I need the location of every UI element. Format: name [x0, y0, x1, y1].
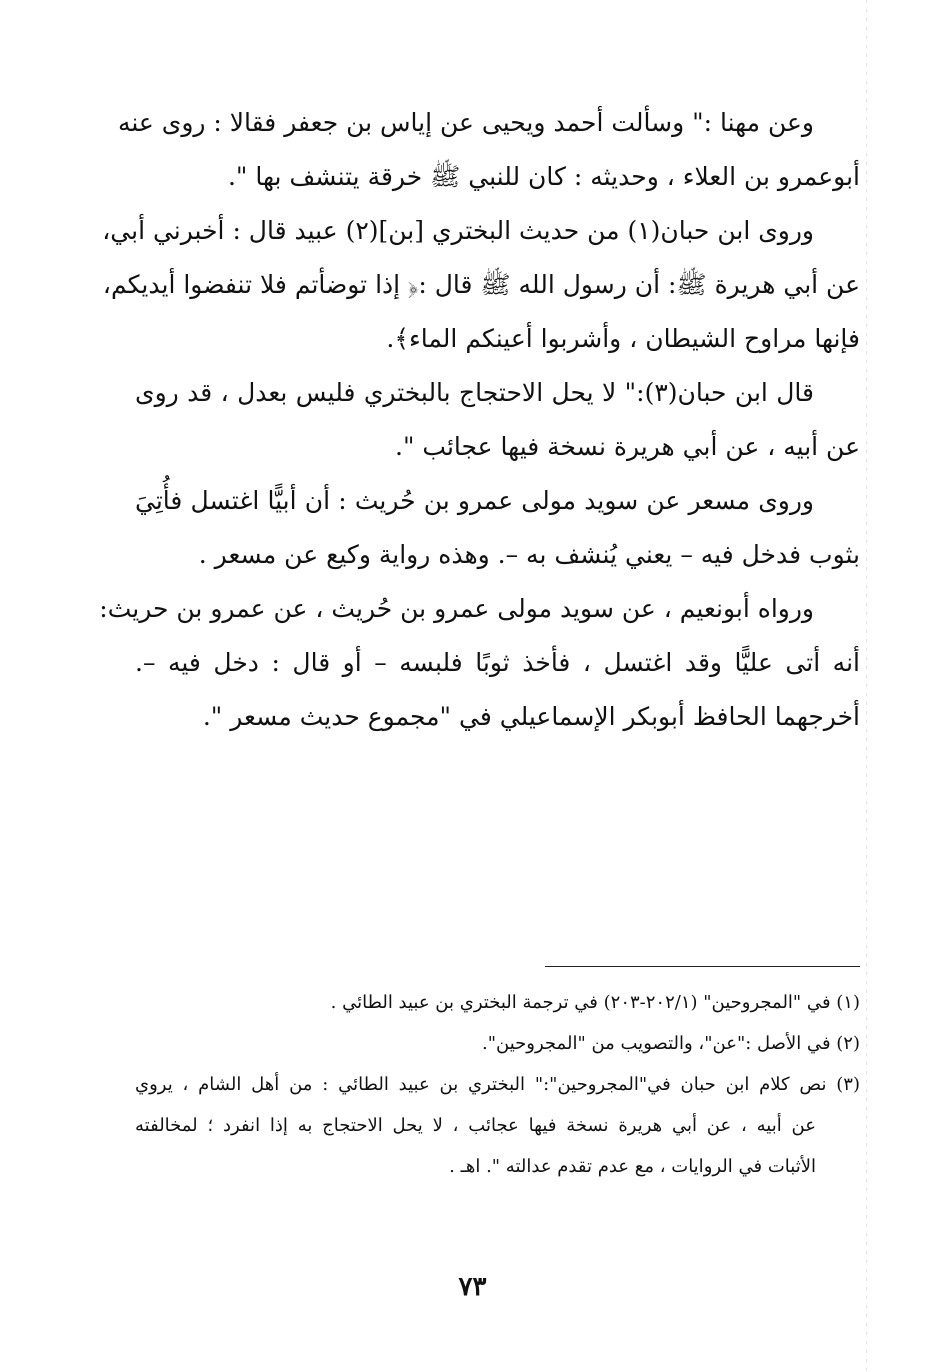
footnote-line: (٣) نص كلام ابن حبان في"المجروحين":" البختري بن عبيد الطائي : من أهل الشام ، يروي	[135, 1074, 860, 1095]
footnote-line: (١) في "المجروحين" (٢٠٢/١-٢٠٣) في ترجمة البختري بن عبيد الطائي .	[330, 992, 860, 1013]
page-number: ٧٣	[458, 1272, 487, 1302]
body-line: عن أبيه ، عن أبي هريرة نسخة فيها عجائب ".	[395, 432, 860, 461]
body-line: قال ابن حبان(٣):" لا يحل الاحتجاج بالبختري فليس بعدل ، قد روى	[135, 378, 814, 407]
body-line: عن أبي هريرة ﷺ: أن رسول الله ﷺ قال :﴿ إذا توضأتم فلا تنفضوا أيديكم،	[102, 270, 860, 299]
footnote-line: (٢) في الأصل :"عن"، والتصويب من "المجروحين".	[482, 1033, 860, 1054]
footnote-line: عن أبيه ، عن أبي هريرة نسخة فيها عجائب ، لا يحل الاحتجاج به إذا انفرد ؛ لمخالفته	[135, 1115, 816, 1136]
scan-edge	[866, 0, 867, 1372]
footnote-separator	[545, 966, 860, 967]
body-line: أنه أتى عليًّا وقد اغتسل ، فأخذ ثوبًا فلبسه – أو قال : دخل فيه –.	[135, 648, 860, 677]
body-line: فإنها مراوح الشيطان ، وأشربوا أعينكم الماء﴾.	[386, 324, 860, 353]
body-line: وروى مسعر عن سويد مولى عمرو بن حُريث : أن أبيًّا اغتسل فأُتِيَ	[135, 486, 814, 515]
body-line: بثوب فدخل فيه – يعني يُنشف به –. وهذه رواية وكيع عن مسعر .	[198, 540, 860, 569]
body-line: ورواه أبونعيم ، عن سويد مولى عمرو بن حُريث ، عن عمرو بن حريث:	[99, 594, 814, 623]
footnotes	[135, 982, 860, 1187]
body-line: وعن مهنا :" وسألت أحمد ويحيى عن إياس بن جعفر فقالا : روى عنه	[117, 108, 814, 137]
body-text	[99, 96, 860, 744]
footnote-line: الأثبات في الروايات ، مع عدم تقدم عدالته ". اهـ .	[449, 1156, 816, 1177]
body-line: أخرجهما الحافظ أبوبكر الإسماعيلي في "مجموع حديث مسعر ".	[202, 702, 860, 731]
body-line: أبوعمرو بن العلاء ، وحديثه : كان للنبي ﷺ خرقة يتنشف بها ".	[227, 162, 860, 191]
body-line: وروى ابن حبان(١) من حديث البختري [بن](٢) عبيد قال : أخبرني أبي،	[102, 216, 814, 245]
